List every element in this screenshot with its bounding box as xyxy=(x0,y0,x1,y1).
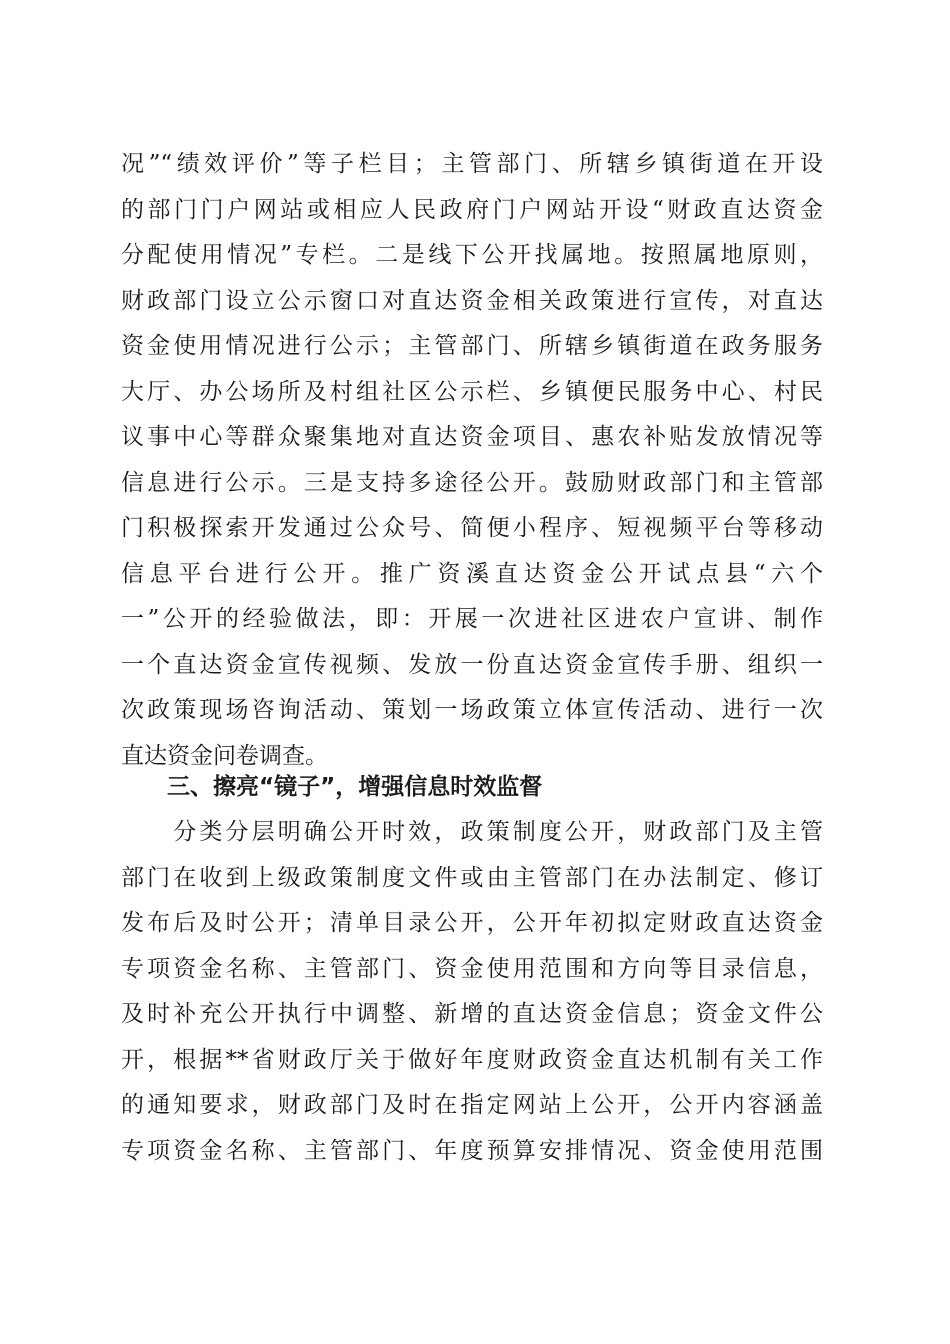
text-line: 分配使用情况”专栏。二是线下公开找属地。按照属地原则， xyxy=(121,242,823,268)
body-paragraph-1 xyxy=(121,142,823,779)
text-line: 的部门门户网站或相应人民政府门户网站开设“财政直达资金 xyxy=(121,196,823,223)
text-line: 议事中心等群众聚集地对直达资金项目、惠农补贴发放情况等 xyxy=(121,424,823,450)
text-line: 一个直达资金宣传视频、发放一份直达资金宣传手册、组织一 xyxy=(121,651,823,678)
text-line: 发布后及时公开；清单目录公开，公开年初拟定财政直达资金 xyxy=(121,910,823,936)
text-line: 开，根据**省财政厅关于做好年度财政资金直达机制有关工作 xyxy=(121,1046,823,1073)
text-line: 分类分层明确公开时效，政策制度公开，财政部门及主管 xyxy=(121,819,823,845)
text-line: 门积极探索开发通过公众号、简便小程序、短视频平台等移动 xyxy=(121,515,823,541)
text-line: 财政部门设立公示窗口对直达资金相关政策进行宣传，对直达 xyxy=(121,287,823,314)
text-line: 直达资金问卷调查。 xyxy=(121,742,328,769)
text-line: 专项资金名称、主管部门、年度预算安排情况、资金使用范围 xyxy=(121,1137,823,1164)
text-line: 及时补充公开执行中调整、新增的直达资金信息；资金文件公 xyxy=(121,1001,823,1027)
text-line: 信息平台进行公开。推广资溪直达资金公开试点县“六个 xyxy=(121,560,823,587)
text-line: 资金使用情况进行公示；主管部门、所辖乡镇街道在政务服务 xyxy=(121,333,823,359)
text-line: 次政策现场咨询活动、策划一场政策立体宣传活动、进行一次 xyxy=(121,697,823,723)
text-line: 一”公开的经验做法，即：开展一次进社区进农户宣讲、制作 xyxy=(121,606,823,632)
text-line: 大厅、办公场所及村组社区公示栏、乡镇便民服务中心、村民 xyxy=(121,378,823,405)
text-line: 况”“绩效评价”等子栏目；主管部门、所辖乡镇街道在开设 xyxy=(121,151,823,177)
body-paragraph-2 xyxy=(121,810,823,1174)
text-line: 信息进行公示。三是支持多途径公开。鼓励财政部门和主管部 xyxy=(121,469,823,496)
section-heading: 三、擦亮“镜子”，增强信息时效监督 xyxy=(167,774,543,800)
text-line: 的通知要求，财政部门及时在指定网站上公开，公开内容涵盖 xyxy=(121,1092,823,1118)
text-line: 部门在收到上级政策制度文件或由主管部门在办法制定、修订 xyxy=(121,864,823,891)
text-line: 专项资金名称、主管部门、资金使用范围和方向等目录信息， xyxy=(121,955,823,982)
